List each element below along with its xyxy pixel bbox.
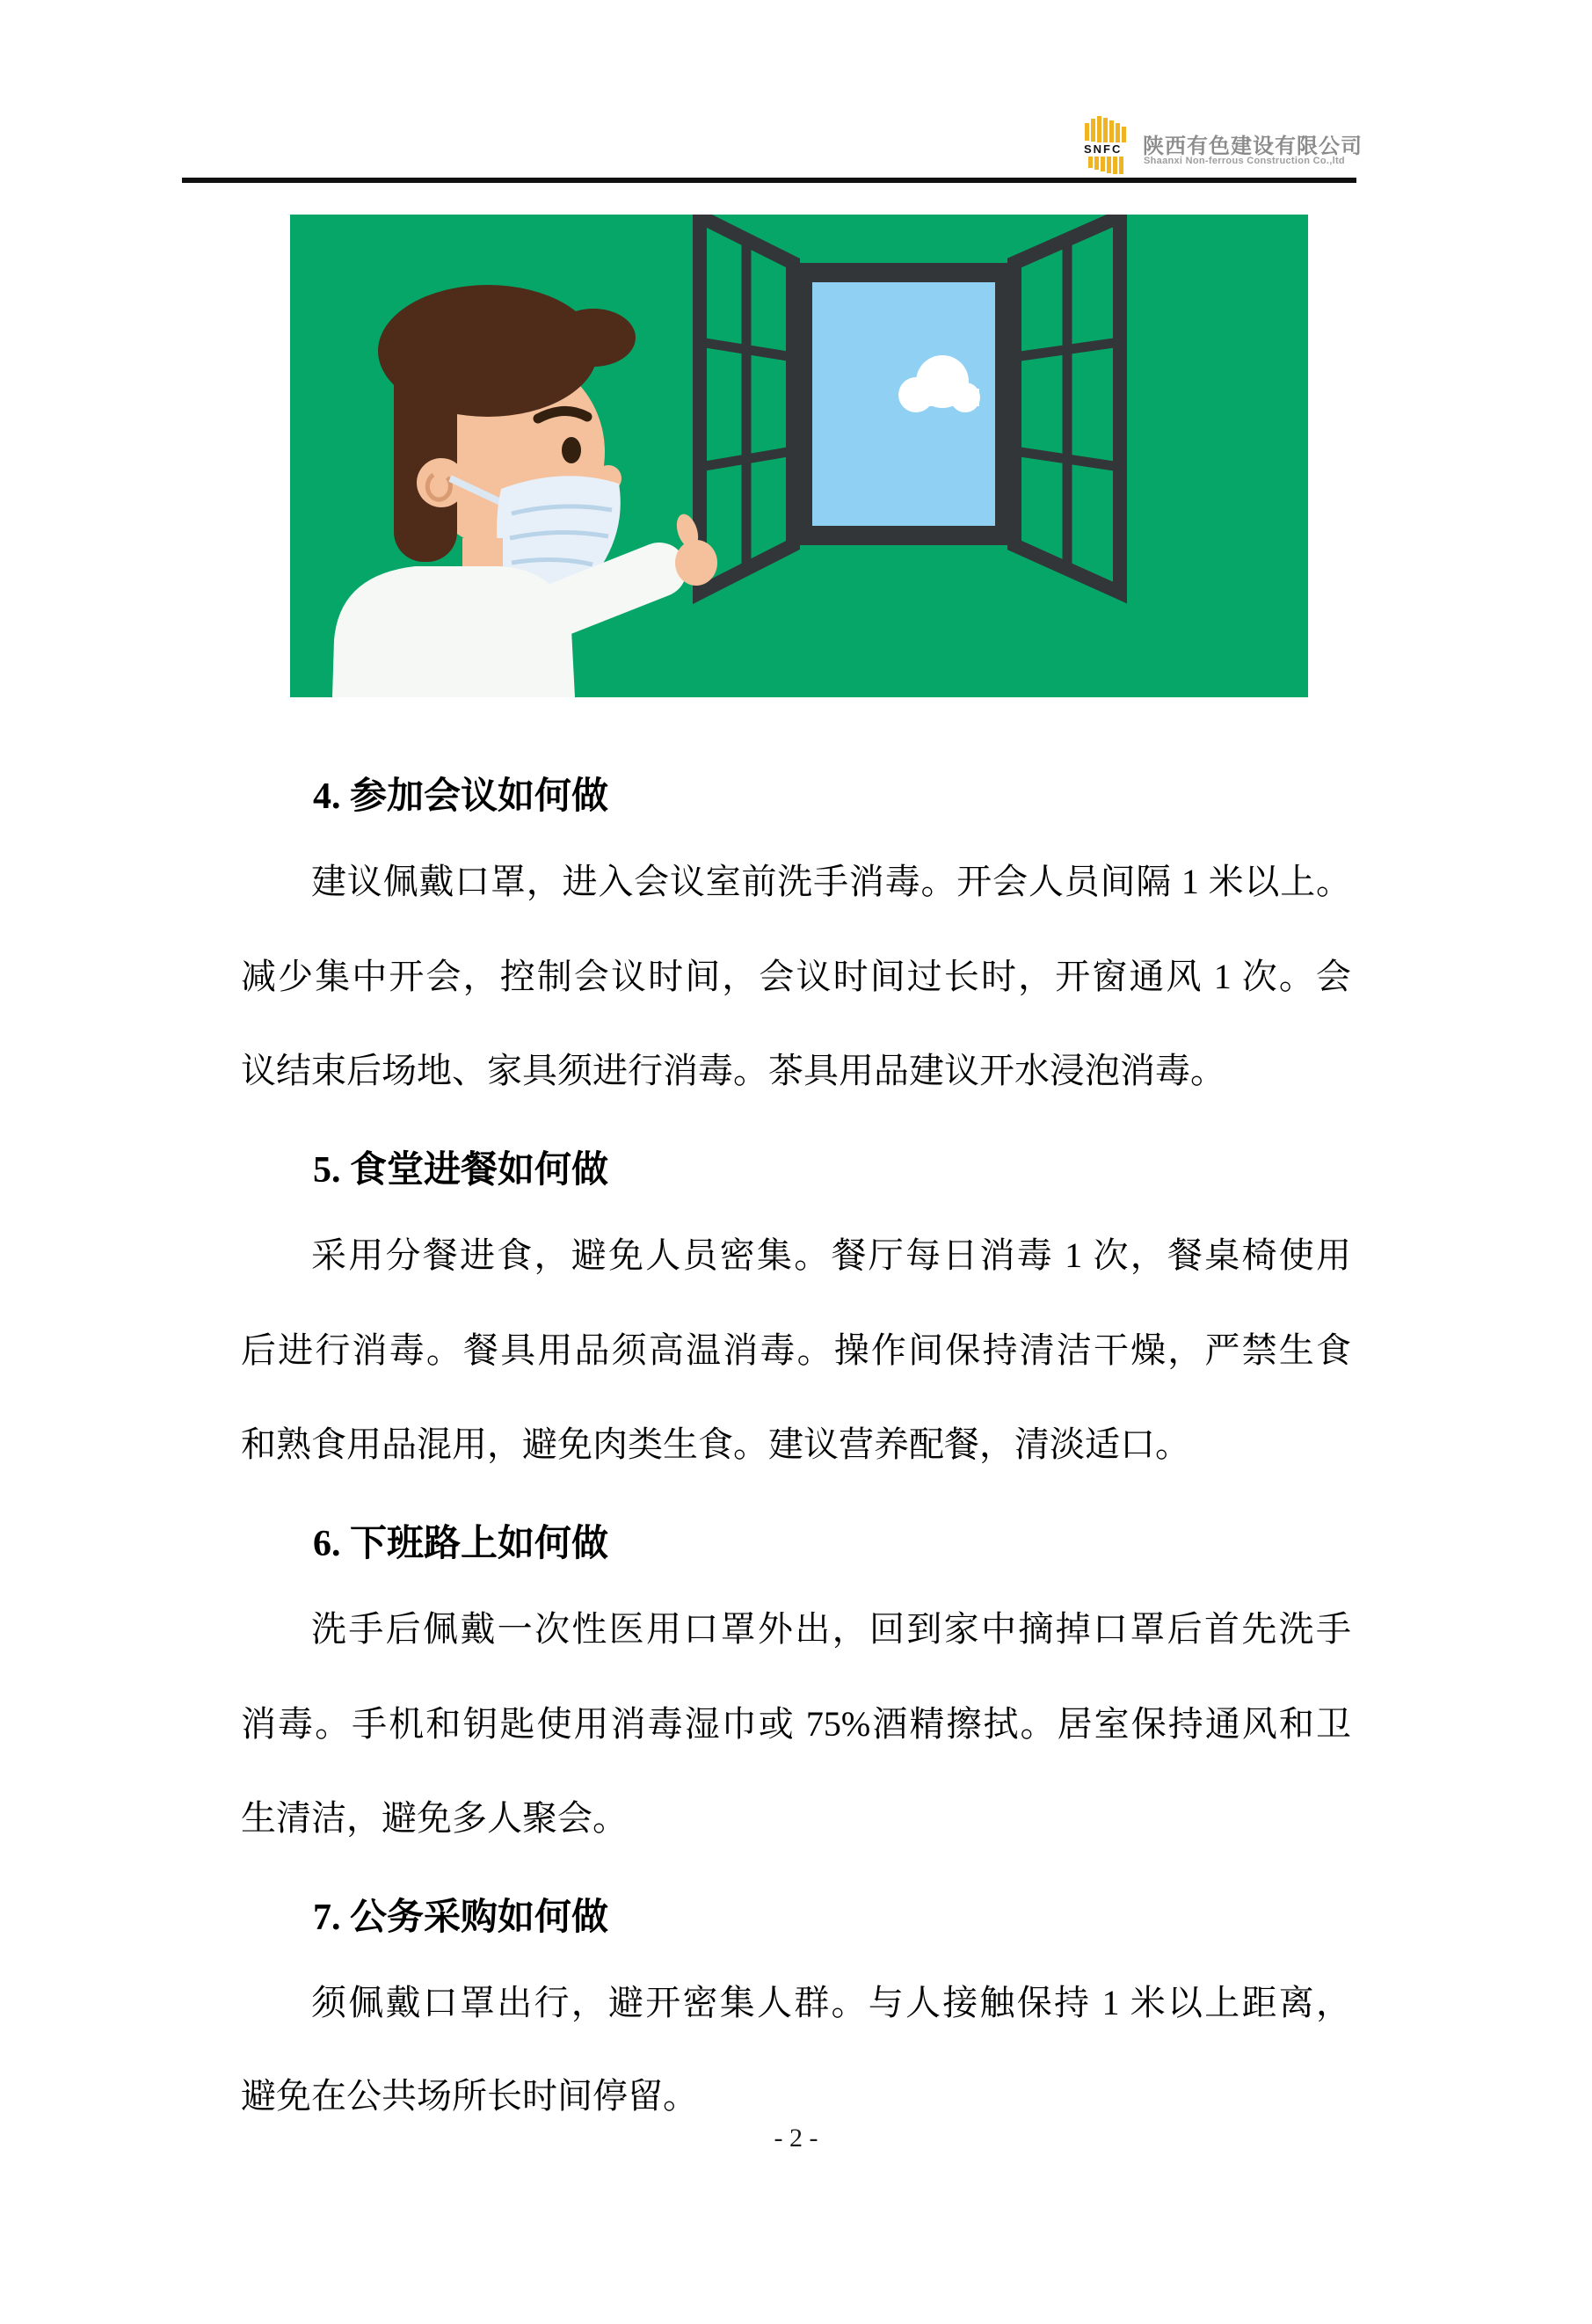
body-line: 生清洁，避免多人聚会。 [241,1798,628,1838]
body-line: 洗手后佩戴一次性医用口罩外出，回到家中摘掉口罩后首先洗手 [311,1609,1351,1649]
section-heading: 5. 食堂进餐如何做 [313,1150,609,1191]
section-heading: 7. 公务采购如何做 [313,1898,609,1938]
page-number: - 2 - [774,2124,818,2153]
body-line: 消毒。手机和钥匙使用消毒湿巾或 75%酒精擦拭。居室保持通风和卫 [241,1704,1351,1744]
body-line: 议结束后场地、家具须进行消毒。茶具用品建议开水浸泡消毒。 [241,1051,1225,1090]
body-line: 建议佩戴口罩，进入会议室前洗手消毒。开会人员间隔 1 米以上。 [311,862,1351,901]
header-divider [182,178,1356,183]
section-heading: 6. 下班路上如何做 [313,1524,609,1564]
body-line: 须佩戴口罩出行，避开密集人群。与人接触保持 1 米以上距离， [311,1983,1351,2022]
eye [562,437,581,463]
body-line: 和熟食用品混用，避免肉类生食。建议营养配餐，清淡适口。 [241,1424,1190,1464]
section-heading: 4. 参加会议如何做 [313,776,609,817]
snfc-logo-icon [1083,116,1132,174]
body-line: 后进行消毒。餐具用品须高温消毒。操作间保持清洁干燥，严禁生食 [241,1330,1351,1370]
body-line: 避免在公共场所长时间停留。 [241,2076,698,2116]
company-name-zh: 陕西有色建设有限公司 [1143,135,1363,158]
company-name-en: Shaanxi Non-ferrous Construction Co.,ltd [1144,156,1345,166]
hand [675,540,717,586]
body-line: 采用分餐进食，避免人员密集。餐厅每日消毒 1 次，餐桌椅使用 [311,1235,1351,1275]
body-line: 减少集中开会，控制会议时间，会议时间过长时，开窗通风 1 次。会 [241,957,1351,996]
ventilation-illustration [290,215,1308,697]
logo-abbr-text: SNFC [1084,142,1123,156]
